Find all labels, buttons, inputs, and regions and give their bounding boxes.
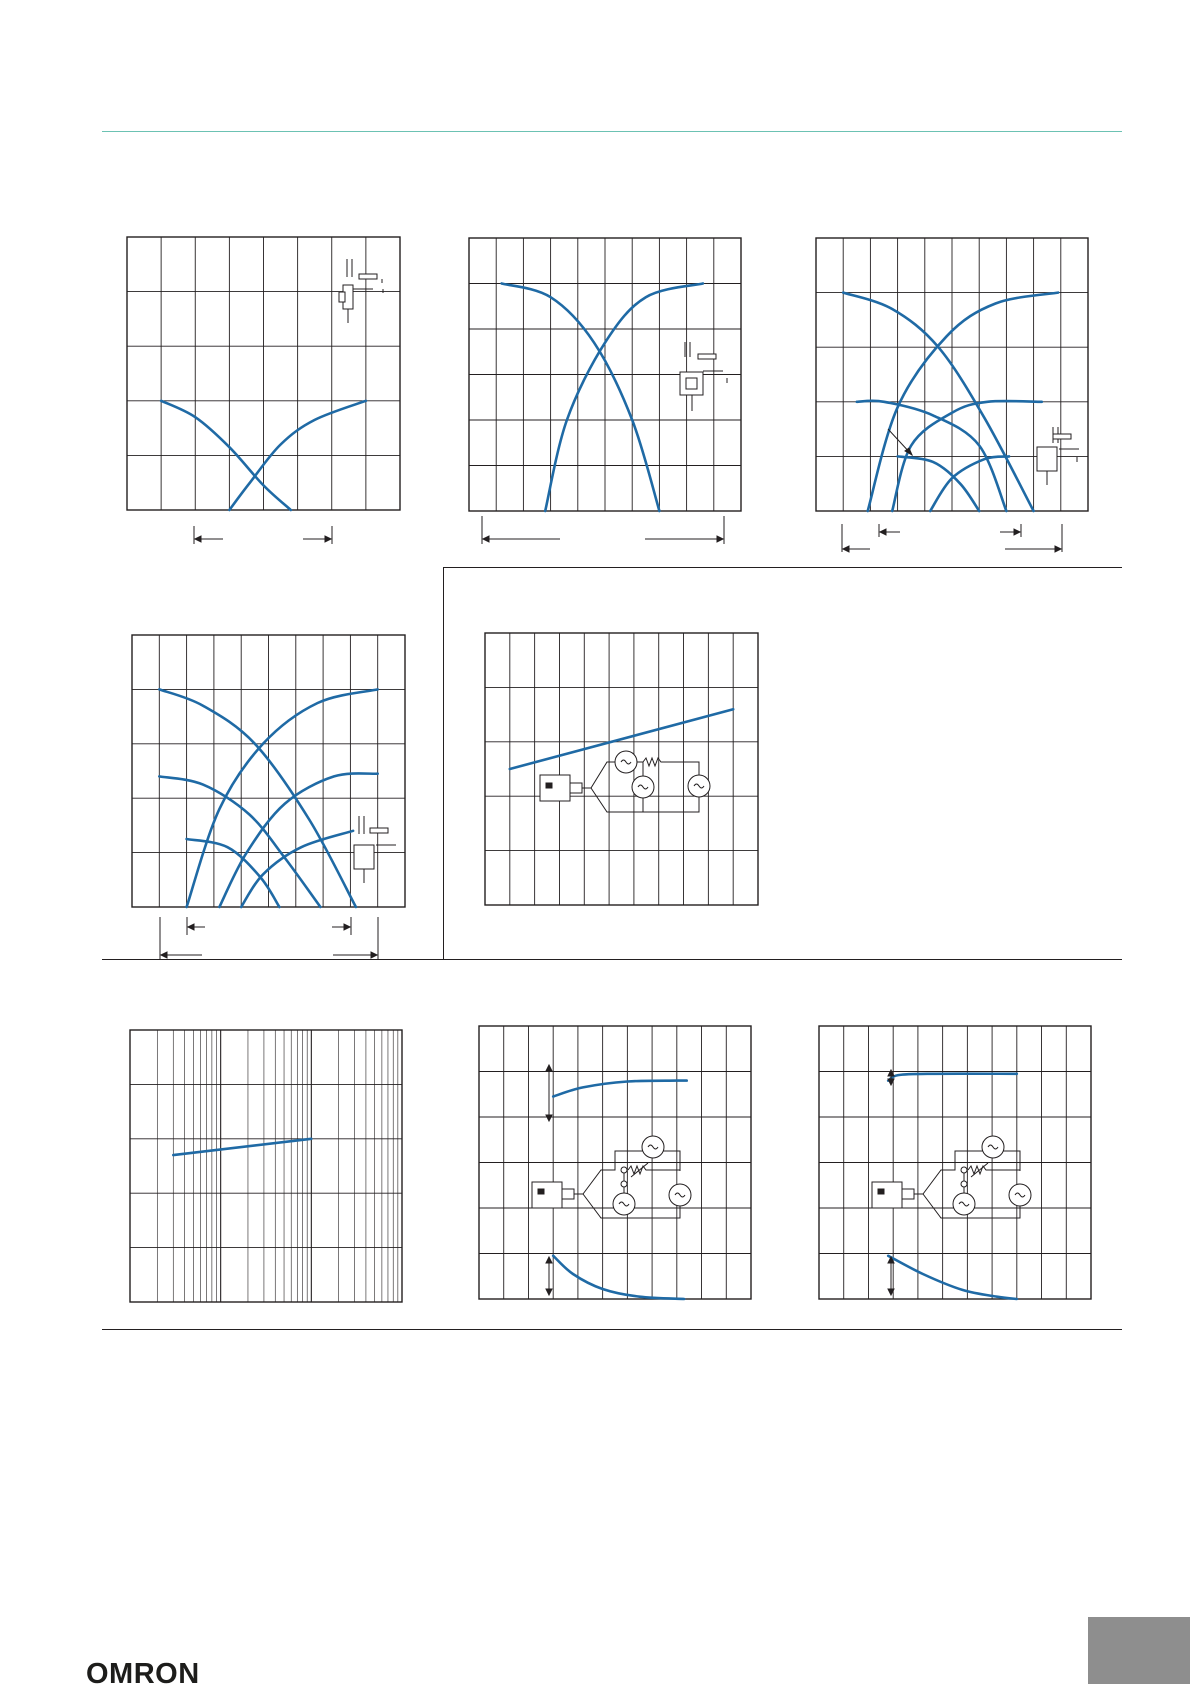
series-curve-1 xyxy=(888,1074,1017,1081)
section-divider xyxy=(102,1329,1122,1330)
panel-divider xyxy=(443,568,444,960)
series-curve-1 xyxy=(553,1081,687,1097)
sensing-area-chart-1 xyxy=(127,237,407,557)
omron-logo: OMRON xyxy=(86,1658,200,1690)
log-scale-chart xyxy=(127,1026,407,1306)
measurement-circuit xyxy=(532,1136,691,1218)
sensing-area-chart-4 xyxy=(130,635,420,965)
range-arrow xyxy=(546,1065,552,1295)
sensor-diagram xyxy=(354,816,396,883)
page-tab xyxy=(1088,1617,1190,1684)
sensing-area-chart-3 xyxy=(815,237,1095,567)
series-curve-1 xyxy=(502,284,660,512)
range-arrow xyxy=(842,524,1062,552)
measurement-circuit xyxy=(872,1136,1031,1218)
series-curve-1 xyxy=(173,1139,311,1155)
range-arrow xyxy=(194,526,332,544)
measurement-circuit xyxy=(540,751,710,812)
range-arrow xyxy=(482,516,724,544)
series-curve-5 xyxy=(898,456,980,511)
sensor-diagram xyxy=(339,259,383,323)
series-curve-2 xyxy=(553,1256,684,1299)
sensing-area-chart-2 xyxy=(468,237,748,557)
series-curve-4 xyxy=(219,773,377,907)
plot-frame xyxy=(130,1030,402,1302)
panel-divider xyxy=(443,567,1122,568)
series-curve-2 xyxy=(888,1256,1017,1299)
temperature-chart xyxy=(483,632,763,912)
header-accent-rule xyxy=(102,131,1122,132)
range-arrow xyxy=(160,917,378,960)
voltage-chart-2 xyxy=(818,1025,1098,1305)
voltage-chart-1 xyxy=(478,1025,758,1305)
callout-line xyxy=(888,429,912,455)
